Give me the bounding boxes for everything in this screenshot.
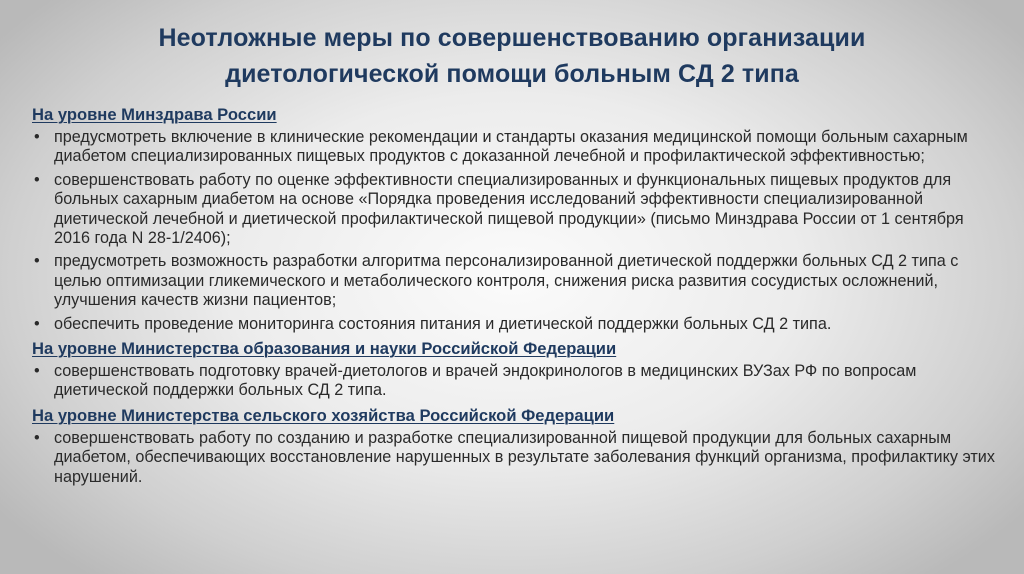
section-ministry-of-health (32, 104, 1002, 334)
list-item (32, 252, 1002, 310)
bullet-list (32, 128, 1002, 334)
bullet-icon: • (34, 362, 40, 381)
list-item (32, 171, 1002, 249)
list-item-text: предусмотреть возможность разработки алгоритма персонализированной диетической поддержки больных СД 2 типа с целью оптимизации гликемического и метаболического контроля, снижения риска развития сосудистых осложнений, улучшения качеств жизни пациентов; (54, 252, 959, 310)
section-heading: На уровне Министерства сельского хозяйства Российской Федерации (32, 405, 615, 425)
list-item (32, 128, 1002, 167)
list-item-text: совершенствовать подготовку врачей-диетологов и врачей эндокринологов в медицинских ВУЗах РФ по вопросам диетической поддержки больных СД 2 типа. (54, 362, 917, 400)
bullet-icon: • (34, 252, 40, 271)
bullet-icon: • (34, 128, 40, 146)
bullet-list (32, 429, 1002, 487)
list-item-text: совершенствовать работу по оценке эффективности специализированных и функциональных пищевых продуктов для больных сахарным диабетом на основе «Порядка проведения исследований эффективности специализированной диетической лечебной и диетической профилактической пищевой продукции» (письмо Минздрава России от 1 сентября 2016 года N 28-1/2406); (54, 170, 964, 248)
section-heading: На уровне Минздрава России (32, 105, 277, 124)
bullet-icon: • (34, 170, 40, 189)
slide-title (0, 20, 1024, 92)
list-item-text: предусмотреть включение в клинические рекомендации и стандарты оказания медицинской помощи больным сахарным диабетом специализированных пищевых продуктов с доказанной лечебной и профилактической эффективностью; (54, 128, 968, 166)
slide-title-line-1: Неотложные меры по совершенствованию организации (158, 24, 866, 52)
slide-content (32, 104, 1002, 491)
list-item (32, 362, 1002, 401)
list-item (32, 429, 1002, 487)
bullet-icon: • (34, 428, 40, 447)
list-item (32, 315, 1002, 334)
section-ministry-of-agriculture (32, 405, 1002, 487)
bullet-icon: • (34, 314, 40, 333)
list-item-text: совершенствовать работу по созданию и разработке специализированной пищевой продукции для больных сахарным диабетом, обеспечивающих восстановление нарушенных в результате заболевания функций организма, профилактику этих нарушений. (54, 428, 995, 486)
section-heading: На уровне Министерства образования и науки Российской Федерации (32, 339, 617, 359)
section-ministry-of-education (32, 338, 1002, 401)
slide-title-line-2: диетологической помощи больным СД 2 типа (225, 60, 799, 88)
bullet-list (32, 362, 1002, 401)
list-item-text: обеспечить проведение мониторинга состояния питания и диетической поддержки больных СД 2 типа. (54, 314, 832, 333)
